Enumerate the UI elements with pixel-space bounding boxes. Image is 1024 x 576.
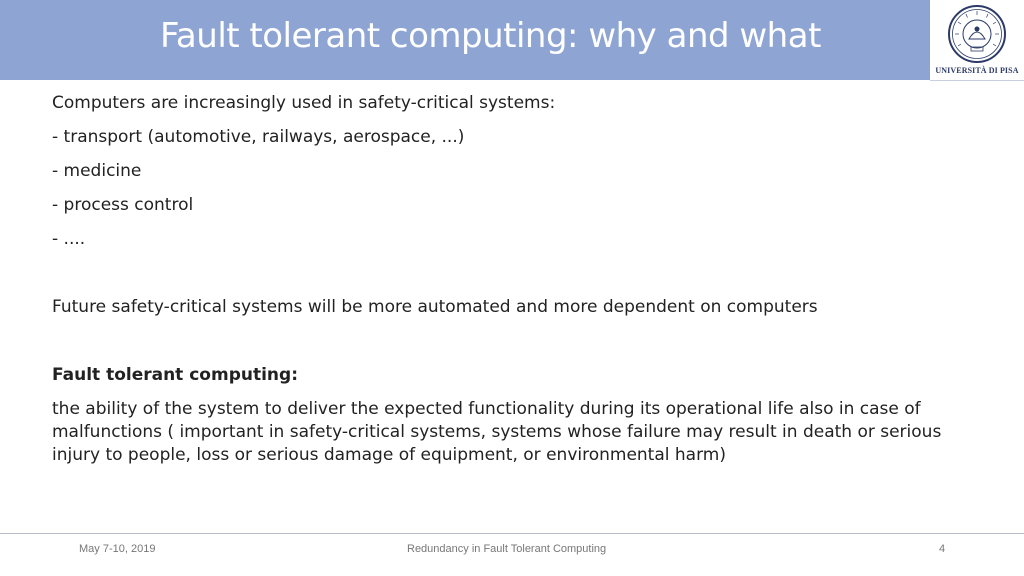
future-statement: Future safety-critical systems will be more automated and more dependent on computers <box>52 297 818 317</box>
list-item-process-control: - process control <box>52 195 194 215</box>
seal-icon <box>947 3 1007 65</box>
definition-text: the ability of the system to deliver the expected functionality during its operational life also in case of malfunctions ( important in safety-critical systems, systems whose failure may result in death or serious injury to people, loss or serious damage of equipment, or environmental harm) <box>52 399 942 465</box>
page-number: 4 <box>939 543 946 555</box>
list-item-ellipsis: - .... <box>52 229 86 249</box>
logo-caption: UNIVERSITÀ DI PISA <box>935 66 1019 75</box>
intro-line: Computers are increasingly used in safety-critical systems: <box>52 93 556 113</box>
definition-heading: Fault tolerant computing: <box>52 365 298 385</box>
list-item-transport: - transport (automotive, railways, aerospace, ...) <box>52 127 465 147</box>
slide-body <box>52 92 972 467</box>
footer-divider <box>0 533 1024 534</box>
title-bar <box>0 0 930 80</box>
footer-date: May 7-10, 2019 <box>79 543 156 555</box>
university-logo <box>930 0 1024 81</box>
footer-title: Redundancy in Fault Tolerant Computing <box>407 543 607 555</box>
list-item-medicine: - medicine <box>52 161 142 181</box>
slide-title: Fault tolerant computing: why and what <box>160 16 821 56</box>
